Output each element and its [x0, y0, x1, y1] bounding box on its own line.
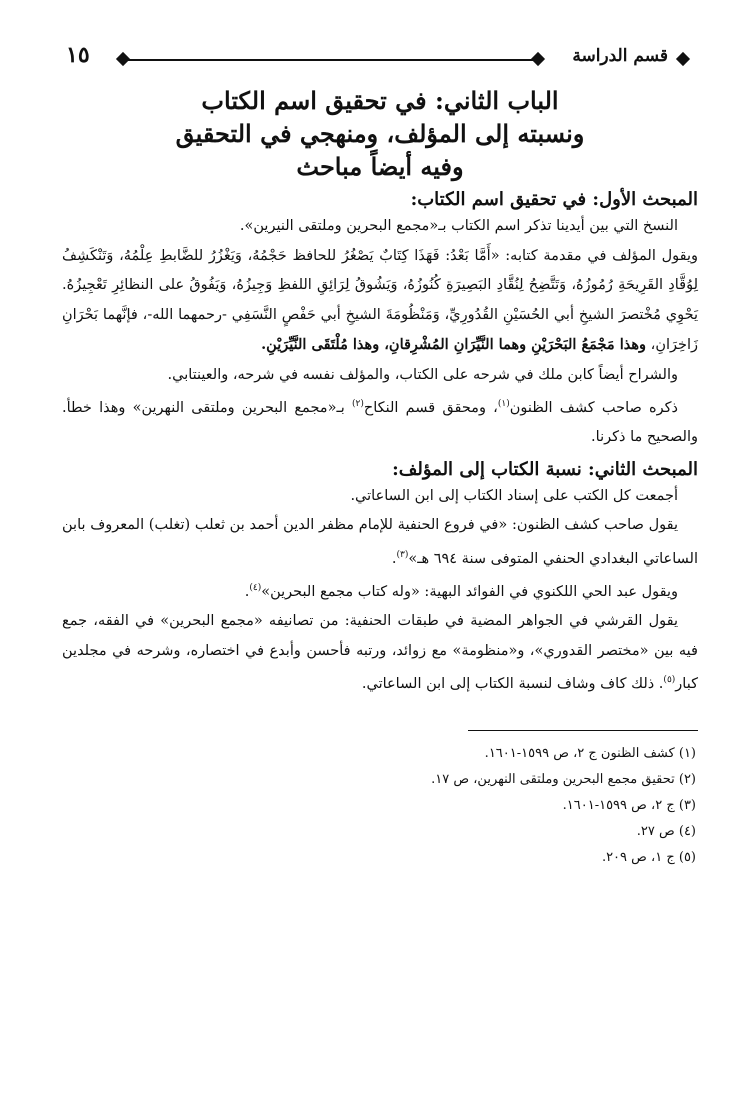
footnote-rule: [468, 730, 698, 731]
footnote: (٢) تحقيق مجمع البحرين وملتقى النهرين، ص ١٧.: [431, 771, 696, 787]
footnotes: [62, 741, 698, 871]
paragraph-text: ذكره صاحب كشف الظنون: [509, 399, 678, 416]
diamond-ornament-icon: [676, 52, 690, 66]
paragraph: ويقول عبد الحي اللكنوي في الفوائد البهية: «وله كتاب مجمع البحرين»$^{(٤)}$.: [244, 583, 678, 600]
paragraph-text: يقول صاحب كشف الظنون: «في فروع الحنفية للإمام مظفر الدين أحمد بن ثعلب (تغلب) المعروف بابن الساعاتي البغدادي الحنفي المتوفى سنة ٦٩٤ هـ»: [62, 517, 698, 567]
running-title: قسم الدراسة: [572, 46, 668, 66]
paragraph: والشراح أيضاً كابن ملك في شرحه على الكتاب، والمؤلف نفسه في شرحه، والعينتابي.: [167, 366, 678, 383]
header-rule: [122, 59, 538, 61]
paragraph-text: ويقول المؤلف في مقدمة كتابه: «أَمَّا بَعْدُ: فَهَذَا كِتَابٌ يَصْغُرُ للحافظ حَجْمُهُ، وَيَغْزُرُ للضَّابطِ عِلْمُهُ، وَتَنْكَشِفُ لِوُقَّادِ القَرِيحَةِ رُمُوزُهُ، وَتَتَّضِحُ لِنُقَّادِ البَصِيرَةِ كُنُوزُهُ، وَيَشُوقُ لِرَائِقِ اللفظِ وَجِيزُهُ، وَيَفُوقُ على النظائِرِ تَعْجِيزُهُ. يَحْوِي مُخْتصرَ الشيخِ أبي الحُسَيْنِ القُدُورِيِّ، وَمَنْظُومَةَ الشيخِ أبي حَفْصٍ النَّسَفِي -رحمهما الله-، فإنَّهما بَحْرَانِ زَاخِرَانِ،: [62, 247, 698, 353]
paragraph: [62, 242, 698, 361]
chapter-title-line: ونسبته إلى المؤلف، ومنهجي في التحقيق: [175, 119, 585, 148]
chapter-title-line: الباب الثاني: في تحقيق اسم الكتاب: [201, 86, 559, 115]
paragraph-text: ، ومحقق قسم النكاح: [363, 399, 498, 416]
footnote-ref: (٣): [396, 549, 409, 560]
book-page: [62, 40, 698, 871]
footnote-ref: (١): [497, 399, 510, 409]
paragraph: [62, 607, 698, 699]
footnote: (٣) ج ٢، ص ١٥٩٩-١٦٠١.: [562, 797, 696, 813]
paragraph: يقول صاحب كشف الظنون: «في فروع الحنفية للإمام مظفر الدين أحمد بن ثعلب (تغلب) المعروف بابن الساعاتي البغدادي الحنفي المتوفى سنة ٦٩٤ هـ»$^{(٣)}$.: [62, 517, 698, 567]
diamond-ornament-icon: [116, 52, 130, 66]
running-header: [62, 40, 698, 76]
footnote-ref: (٥): [663, 675, 676, 686]
paragraph-text: ويقول عبد الحي اللكنوي في الفوائد البهية: «وله كتاب مجمع البحرين»: [261, 583, 678, 600]
section-heading: المبحث الأول: في تحقيق اسم الكتاب:: [410, 189, 698, 210]
chapter-title: [62, 84, 698, 183]
footnote-ref: (٢): [351, 399, 364, 409]
section-heading: المبحث الثاني: نسبة الكتاب إلى المؤلف:: [392, 458, 698, 480]
paragraph: [62, 390, 698, 453]
page-number: ١٥: [66, 42, 90, 68]
bold-quote: وهذا مَجْمَعُ البَحْرَيْنِ وهما النَّيِّرَانِ المُشْرِقانِ، وهذا مُلْتَقَى النَّيِّرَيْنِ.: [261, 336, 647, 353]
footnote-ref: (٤): [249, 583, 262, 594]
footnote: (٥) ج ١، ص ٢٠٩.: [601, 849, 696, 865]
chapter-title-line: وفيه أيضاً مباحث: [296, 152, 464, 181]
paragraph: أجمعت كل الكتب على إسناد الكتاب إلى ابن الساعاتي.: [350, 487, 678, 504]
footnote: (١) كشف الظنون ج ٢، ص ١٥٩٩-١٦٠١.: [484, 745, 696, 761]
paragraph-text: . ذلك كاف وشاف لنسبة الكتاب إلى ابن الساعاتي.: [361, 676, 664, 693]
paragraph-text: بـ«مجمع البحرين وملتقى النهرين» وهذا خطأ. والصحيح ما ذكرنا.: [62, 399, 698, 446]
footnote: (٤) ص ٢٧.: [636, 823, 696, 839]
paragraph: النسخ التي بين أيدينا تذكر اسم الكتاب بـ«مجمع البحرين وملتقى النيرين».: [239, 218, 678, 234]
paragraph-text: يقول القرشي في الجواهر المضية في طبقات الحنفية: من تصانيفه «مجمع البحرين» في الفقه، جمع فيه بين «مختصر القدوري»، و«منظومة» مع زوائد، ورتبه فأحسن وأبدع في اختصاره، وشرحه في مجلدين كبار: [62, 613, 698, 693]
